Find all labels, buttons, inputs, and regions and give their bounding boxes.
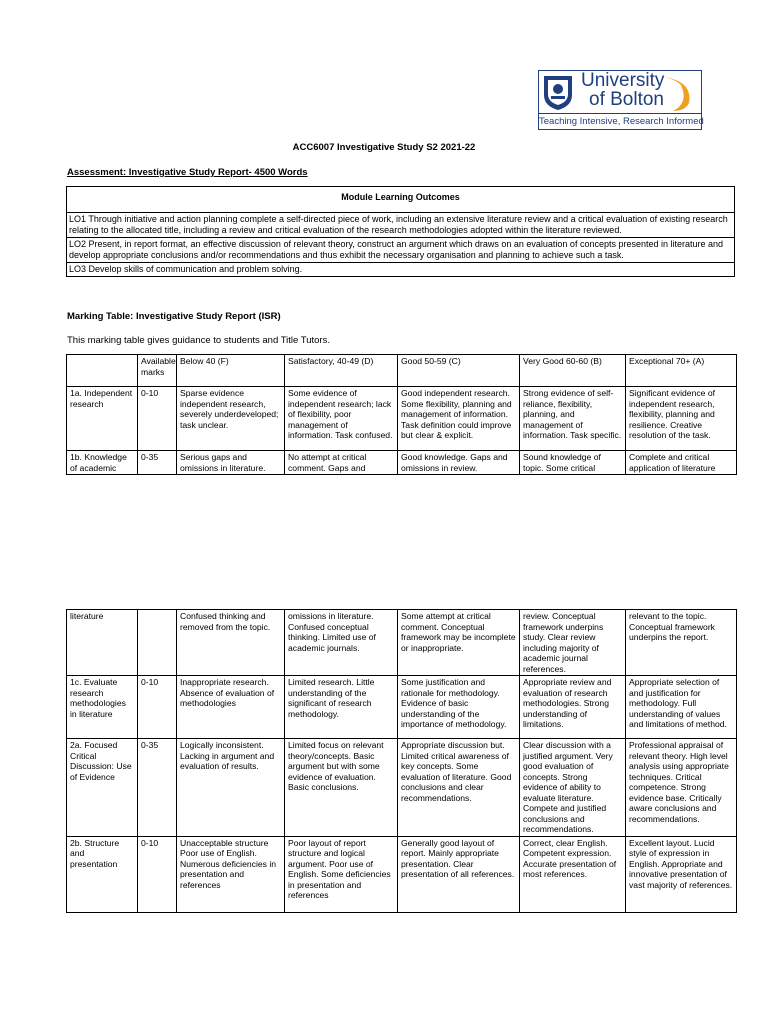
table-cell: Appropriate discussion but. Limited critical awareness of key concepts. Some evaluation of literature. Good conclusions and clear recommendations. [398, 739, 520, 837]
university-logo [538, 70, 702, 130]
table-cell: relevant to the topic. Conceptual framework underpins the report. [626, 610, 737, 676]
table-cell: Good independent research. Some flexibility, planning and management of information. Task definition could improve but clear & explicit. [398, 387, 520, 451]
table-cell: Sparse evidence independent research, severely underdeveloped; task unclear. [177, 387, 285, 451]
crest-icon [543, 75, 573, 111]
table-row [67, 836, 737, 912]
learning-outcome-lo1: LO1 Through initiative and action planning complete a self-directed piece of work, including an extensive literature review and a critical evaluation of existing research relating to the allocated title, including a review and critical evaluation of the research methodologies adopted within the literature reviewed. [67, 213, 735, 238]
table-cell: 0-35 [138, 739, 177, 837]
table-cell: Sound knowledge of topic. Some critical [520, 451, 626, 475]
header-good: Good 50-59 (C) [398, 355, 520, 387]
table-cell: Some attempt at critical comment. Conceptual framework may be incomplete or inappropriate. [398, 610, 520, 676]
table-cell: 2b. Structure and presentation [67, 836, 138, 912]
table-cell: review. Conceptual framework underpins study. Clear review including majority of academic journal references. [520, 610, 626, 676]
header-satisfactory: Satisfactory, 40-49 (D) [285, 355, 398, 387]
header-available-marks: Available marks [138, 355, 177, 387]
logo-line-1: University [581, 70, 665, 91]
table-cell: Correct, clear English. Competent expression. Accurate presentation of most references. [520, 836, 626, 912]
learning-outcome-lo3: LO3 Develop skills of communication and problem solving. [67, 263, 735, 277]
logo-line-2: of Bolton [589, 89, 664, 110]
table-cell: Significant evidence of independent research, flexibility, planning and resilience. Creative resolution of the task. [626, 387, 737, 451]
table-cell: Some evidence of independent research; lack of flexibility, poor management of information. Task confused. [285, 387, 398, 451]
document-title: ACC6007 Investigative Study S2 2021-22 [292, 142, 476, 153]
table-cell: literature [67, 610, 138, 676]
table-cell: Professional appraisal of relevant theory. High level analysis using appropriate techniques. Critical competence. Strong evidence base. Critically aware conclusions and recommendations. [626, 739, 737, 837]
learning-outcomes-table [66, 186, 735, 277]
table-cell: 1a. Independent research [67, 387, 138, 451]
header-below-40: Below 40 (F) [177, 355, 285, 387]
header-criterion [67, 355, 138, 387]
table-cell: 0-10 [138, 387, 177, 451]
table-cell: 0-10 [138, 676, 177, 739]
table-cell: Appropriate review and evaluation of research methodologies. Strong understanding of limitations. [520, 676, 626, 739]
table-cell: Excellent layout. Lucid style of expression in English. Appropriate and innovative presentation of vast majority of references. [626, 836, 737, 912]
table-row [67, 451, 737, 475]
table-row [67, 676, 737, 739]
table-cell: Appropriate selection of and justification for methodology. Full understanding of values and limitations of method. [626, 676, 737, 739]
learning-outcome-lo2: LO2 Present, in report format, an effective discussion of relevant theory, construct an argument which draws on an evaluation of concepts presented in literature and develop appropriate conclusions and/or recommendations and thus exhibit the necessary organisation and planning to achieve such a task. [67, 238, 735, 263]
table-cell: Some justification and rationale for methodology. Evidence of basic understanding of the importance of methodology. [398, 676, 520, 739]
header-very-good: Very Good 60-60 (B) [520, 355, 626, 387]
table-cell: 1c. Evaluate research methodologies in literature [67, 676, 138, 739]
table-cell: Logically inconsistent. Lacking in argument and evaluation of results. [177, 739, 285, 837]
guidance-text: This marking table gives guidance to students and Title Tutors. [67, 335, 330, 346]
table-cell: 0-35 [138, 451, 177, 475]
swoosh-icon [659, 73, 699, 113]
table-cell: Poor layout of report structure and logical argument. Poor use of English. Some deficiencies in presentation and references [285, 836, 398, 912]
table-cell: Serious gaps and omissions in literature. [177, 451, 285, 475]
table-cell: Clear discussion with a justified argument. Very good evaluation of concepts. Strong evidence of ability to evaluate literature. Compete and justified conclusions and recommendations. [520, 739, 626, 837]
table-cell: Generally good layout of report. Mainly appropriate presentation. Clear presentation of all references. [398, 836, 520, 912]
table-cell: No attempt at critical comment. Gaps and [285, 451, 398, 475]
table-cell [138, 610, 177, 676]
marking-table-page-2 [66, 609, 737, 913]
table-row [67, 387, 737, 451]
assessment-heading: Assessment: Investigative Study Report- 4500 Words [67, 167, 308, 178]
table-cell: 0-10 [138, 836, 177, 912]
table-cell: 1b. Knowledge of academic [67, 451, 138, 475]
table-row [67, 610, 737, 676]
learning-outcomes-header: Module Learning Outcomes [67, 187, 735, 213]
table-cell: Confused thinking and removed from the topic. [177, 610, 285, 676]
header-exceptional: Exceptional 70+ (A) [626, 355, 737, 387]
logo-wordmark [581, 71, 664, 109]
table-row [67, 739, 737, 837]
table-cell: Limited focus on relevant theory/concepts. Basic argument but with some evidence of evaluation. Basic conclusions. [285, 739, 398, 837]
table-cell: Strong evidence of self-reliance, flexibility, planning, and management of information. Task specific. [520, 387, 626, 451]
logo-tagline: Teaching Intensive, Research Informed [539, 113, 701, 129]
table-cell: Unacceptable structure Poor use of English. Numerous deficiencies in presentation and references [177, 836, 285, 912]
table-cell: omissions in literature. Confused conceptual thinking. Limited use of academic journals. [285, 610, 398, 676]
table-cell: Inappropriate research. Absence of evaluation of methodologies [177, 676, 285, 739]
marking-table-page-1 [66, 354, 737, 475]
table-cell: Complete and critical application of literature [626, 451, 737, 475]
table-cell: 2a. Focused Critical Discussion: Use of Evidence [67, 739, 138, 837]
marking-table-title: Marking Table: Investigative Study Report (ISR) [67, 311, 281, 322]
table-cell: Good knowledge. Gaps and omissions in review. [398, 451, 520, 475]
table-cell: Limited research. Little understanding of the significant of research methodology. [285, 676, 398, 739]
